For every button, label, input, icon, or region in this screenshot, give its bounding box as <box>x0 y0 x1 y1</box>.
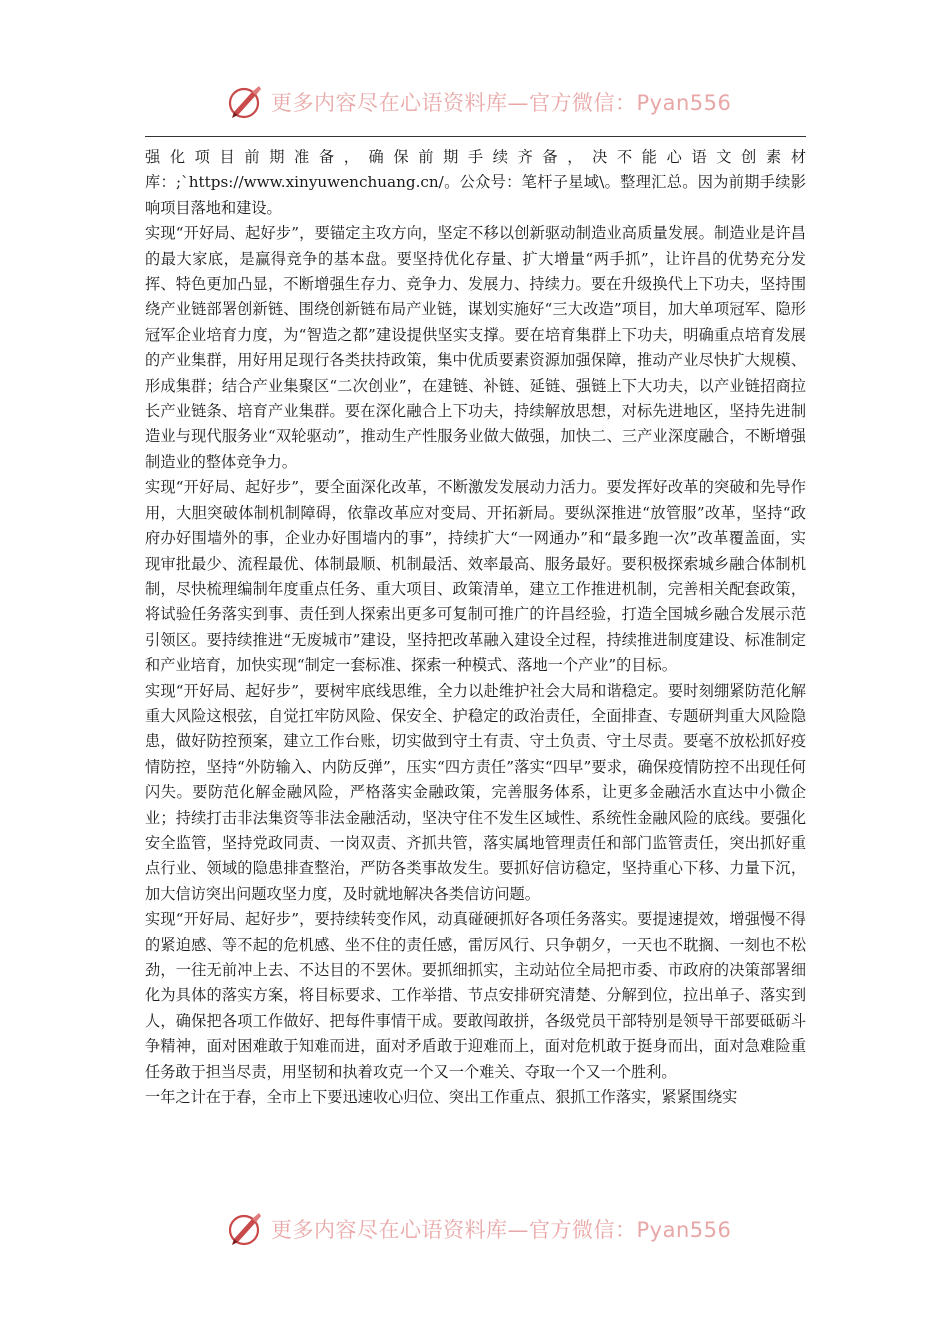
document-body <box>145 145 806 1195</box>
paragraph-5: 实现“开好局、起好步”，要持续转变作风，动真碰硬抓好各项任务落实。要提速提效，增强慢不得的紧迫感、等不起的危机感、坐不住的责任感，雷厉风行、只争朝夕，一天也不耽搁、一刻也不松劲，一往无前冲上去、不达目的不罢休。要抓细抓实，主动站位全局把市委、市政府的决策部署细化为具体的落实方案，将目标要求、工作举措、节点安排研究清楚、分解到位，拉出单子、落实到人，确保把各项工作做好、把每件事情干成。要敢闯敢拼，各级党员干部特别是领导干部要砥砺斗争精神，面对困难敢于知难而进，面对矛盾敢于迎难而上，面对危机敢于挺身而出，面对急难险重任务敢于担当尽责，用坚韧和执着攻克一个又一个难关、夺取一个又一个胜利。 <box>145 910 806 1081</box>
footer-banner-text: 更多内容尽在心语资料库—官方微信：Pyan556 <box>271 1218 732 1242</box>
paragraph-2: 实现“开好局、起好步”，要锚定主攻方向，坚定不移以创新驱动制造业高质量发展。制造业是许昌的最大家底，是赢得竞争的基本盘。要坚持优化存量、扩大增量“两手抓”，让许昌的优势充分发挥、特色更加凸显，不断增强生存力、竞争力、发展力、持续力。要在升级换代上下功夫，坚持围绕产业链部署创新链、围绕创新链布局产业链，谋划实施好“三大改造”项目，加大单项冠军、隐形冠军企业培育力度，为“智造之都”建设提供坚实支撑。要在培育集群上下功夫，明确重点培育发展的产业集群，用好用足现行各类扶持政策，集中优质要素资源加强保障，推动产业尽快扩大规模、形成集群；结合产业集聚区“二次创业”，在建链、补链、延链、强链上下大功夫，以产业链招商拉长产业链条、培育产业集群。要在深化融合上下功夫，持续解放思想，对标先进地区，坚持先进制造业与现代服务业“双轮驱动”，推动生产性服务业做大做强，加快二、三产业深度融合，不断增强制造业的整体竞争力。 <box>145 224 806 471</box>
pen-logo-icon <box>225 82 265 122</box>
paragraph-1: 强化项目前期准备，确保前期手续齐备，决不能心语文创素材库：;`https://www.xinyuwenchuang.cn/。公众号：笔杆子星域\。整理汇总。因为前期手续影响项目落地和建设。 <box>145 148 806 217</box>
pen-logo-icon <box>225 1209 265 1249</box>
footer-banner-inner <box>225 1205 731 1253</box>
footer-banner <box>0 1205 950 1253</box>
header-divider <box>145 136 806 137</box>
paragraph-6: 一年之计在于春，全市上下要迅速收心归位、突出工作重点、狠抓工作落实，紧紧围绕实 <box>145 1088 738 1107</box>
header-banner <box>0 78 950 126</box>
paragraph-3: 实现“开好局、起好步”，要全面深化改革，不断激发发展动力活力。要发挥好改革的突破和先导作用，大胆突破体制机制障碍，依靠改革应对变局、开拓新局。要纵深推进“放管服”改革，坚持“政府办好围墙外的事，企业办好围墙内的事”，持续扩大“一网通办”和“最多跑一次”改革覆盖面，实现审批最少、流程最优、体制最顺、机制最活、效率最高、服务最好。要积极探索城乡融合体制机制，尽快梳理编制年度重点任务、重大项目、政策清单，建立工作推进机制，完善相关配套政策，将试验任务落实到事、责任到人探索出更多可复制可推广的许昌经验，打造全国城乡融合发展示范引领区。要持续推进“无废城市”建设，坚持把改革融入建设全过程，持续推进制度建设、标准制定和产业培育，加快实现“制定一套标准、探索一种模式、落地一个产业”的目标。 <box>145 478 806 675</box>
header-banner-inner <box>225 78 731 126</box>
paragraph-4: 实现“开好局、起好步”，要树牢底线思维，全力以赴维护社会大局和谐稳定。要时刻绷紧防范化解重大风险这根弦，自觉扛牢防风险、保安全、护稳定的政治责任，全面排查、专题研判重大风险隐患，做好防控预案，建立工作台账，切实做到守土有责、守土负责、守土尽责。要毫不放松抓好疫情防控，坚持“外防输入、内防反弹”，压实“四方责任”落实“四早”要求，确保疫情防控不出现任何闪失。要防范化解金融风险，严格落实金融政策，完善服务体系，让更多金融活水直达中小微企业；持续打击非法集资等非法金融活动，坚决守住不发生区域性、系统性金融风险的底线。要强化安全监管，坚持党政同责、一岗双责、齐抓共管，落实属地管理责任和部门监管责任，突出抓好重点行业、领域的隐患排查整治，严防各类事故发生。要抓好信访稳定，坚持重心下移、力量下沉，加大信访突出问题攻坚力度，及时就地解决各类信访问题。 <box>145 681 806 903</box>
header-banner-text: 更多内容尽在心语资料库—官方微信：Pyan556 <box>271 91 732 115</box>
